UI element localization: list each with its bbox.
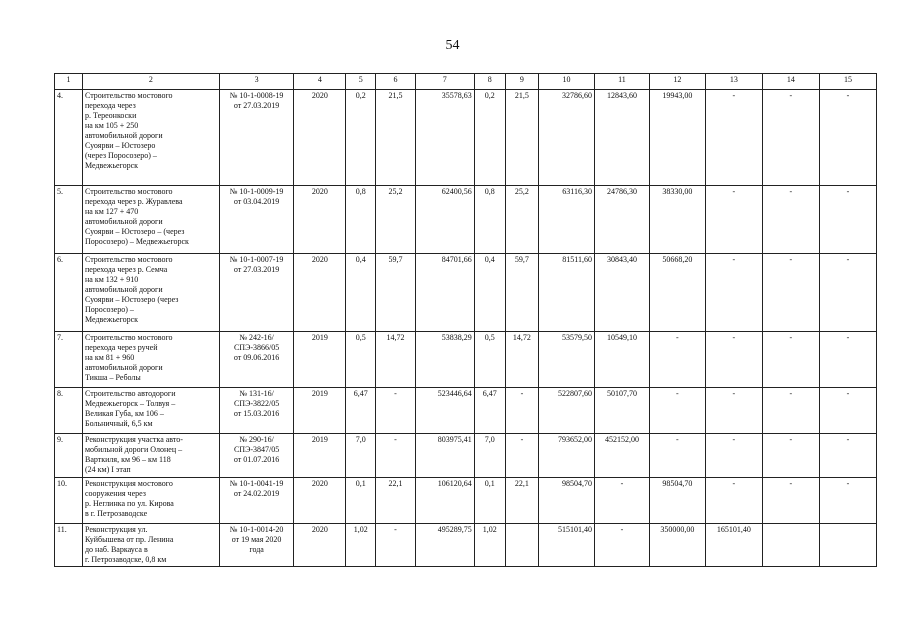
value-cell: - xyxy=(705,332,762,388)
value-cell: 793652,00 xyxy=(539,434,595,478)
value-cell: 81511,60 xyxy=(539,254,595,332)
value-cell: 62400,56 xyxy=(415,186,474,254)
value-cell xyxy=(762,524,819,567)
table-row xyxy=(55,524,877,567)
value-cell: 0,1 xyxy=(474,478,505,524)
document-cell: № 131-16/ СПЭ-3822/05 от 15.03.2016 xyxy=(219,388,294,434)
value-cell: 25,2 xyxy=(376,186,415,254)
column-header: 8 xyxy=(474,74,505,90)
value-cell: - xyxy=(705,478,762,524)
year-cell: 2019 xyxy=(294,434,346,478)
document-cell: № 290-16/ СПЭ-3847/05 от 01.07.2016 xyxy=(219,434,294,478)
value-cell: - xyxy=(376,524,415,567)
table-row xyxy=(55,478,877,524)
row-number-cell: 8. xyxy=(55,388,83,434)
year-cell: 2020 xyxy=(294,524,346,567)
value-cell: 0,8 xyxy=(346,186,376,254)
value-cell: 495289,75 xyxy=(415,524,474,567)
value-cell: - xyxy=(705,90,762,186)
value-cell: 50668,20 xyxy=(649,254,705,332)
table-row xyxy=(55,434,877,478)
value-cell: - xyxy=(762,332,819,388)
value-cell xyxy=(819,524,876,567)
document-cell: № 10-1-0007-19 от 27.03.2019 xyxy=(219,254,294,332)
table-row xyxy=(55,186,877,254)
value-cell: 98504,70 xyxy=(649,478,705,524)
object-name-cell: Строительство автодороги Медвежьегорск – Толвуя – Великая Губа, км 106 – Больничный, 6,5 км xyxy=(82,388,219,434)
value-cell: - xyxy=(819,434,876,478)
row-number-cell: 11. xyxy=(55,524,83,567)
table-row xyxy=(55,254,877,332)
value-cell: 35578,63 xyxy=(415,90,474,186)
value-cell: - xyxy=(705,186,762,254)
value-cell: - xyxy=(705,434,762,478)
value-cell: 0,5 xyxy=(474,332,505,388)
value-cell: - xyxy=(762,388,819,434)
column-header: 10 xyxy=(539,74,595,90)
column-header: 9 xyxy=(505,74,538,90)
value-cell: 50107,70 xyxy=(594,388,649,434)
table-header-row xyxy=(55,74,877,90)
value-cell: 1,02 xyxy=(346,524,376,567)
value-cell: 452152,00 xyxy=(594,434,649,478)
column-header: 12 xyxy=(649,74,705,90)
value-cell: - xyxy=(762,254,819,332)
value-cell: - xyxy=(376,388,415,434)
value-cell: 803975,41 xyxy=(415,434,474,478)
column-header: 11 xyxy=(594,74,649,90)
document-cell: № 10-1-0009-19 от 03.04.2019 xyxy=(219,186,294,254)
value-cell: 7,0 xyxy=(346,434,376,478)
value-cell: - xyxy=(705,254,762,332)
column-header: 5 xyxy=(346,74,376,90)
value-cell: 0,1 xyxy=(346,478,376,524)
value-cell: 0,2 xyxy=(474,90,505,186)
value-cell: - xyxy=(594,478,649,524)
value-cell: 0,8 xyxy=(474,186,505,254)
value-cell: - xyxy=(705,388,762,434)
row-number-cell: 6. xyxy=(55,254,83,332)
data-table xyxy=(54,73,877,567)
row-number-cell: 4. xyxy=(55,90,83,186)
value-cell: - xyxy=(649,388,705,434)
row-number-cell: 9. xyxy=(55,434,83,478)
value-cell: 30843,40 xyxy=(594,254,649,332)
row-number-cell: 10. xyxy=(55,478,83,524)
value-cell: - xyxy=(505,434,538,478)
object-name-cell: Реконструкция мостового сооружения через р. Неглинка по ул. Кирова в г. Петрозаводске xyxy=(82,478,219,524)
table-row xyxy=(55,90,877,186)
column-header: 2 xyxy=(82,74,219,90)
value-cell: 22,1 xyxy=(505,478,538,524)
document-cell: № 242-16/ СПЭ-3866/05 от 09.06.2016 xyxy=(219,332,294,388)
object-name-cell: Строительство мостового перехода через р. Семча на км 132 + 910 автомобильной дороги Суоярви – Юстозеро (через Поросозеро) – Медвежьегорск xyxy=(82,254,219,332)
page-number: 54 xyxy=(445,38,460,53)
value-cell: - xyxy=(762,434,819,478)
value-cell: 22,1 xyxy=(376,478,415,524)
value-cell: - xyxy=(819,90,876,186)
value-cell: 59,7 xyxy=(505,254,538,332)
value-cell: 12843,60 xyxy=(594,90,649,186)
year-cell: 2020 xyxy=(294,478,346,524)
value-cell: 6,47 xyxy=(474,388,505,434)
value-cell xyxy=(505,524,538,567)
value-cell: - xyxy=(505,388,538,434)
column-header: 14 xyxy=(762,74,819,90)
value-cell: 0,4 xyxy=(474,254,505,332)
value-cell: 7,0 xyxy=(474,434,505,478)
value-cell: 0,4 xyxy=(346,254,376,332)
column-header: 3 xyxy=(219,74,294,90)
value-cell: 165101,40 xyxy=(705,524,762,567)
column-header: 13 xyxy=(705,74,762,90)
value-cell: 14,72 xyxy=(505,332,538,388)
year-cell: 2020 xyxy=(294,186,346,254)
value-cell: - xyxy=(762,478,819,524)
value-cell: - xyxy=(819,478,876,524)
document-cell: № 10-1-0041-19 от 24.02.2019 xyxy=(219,478,294,524)
object-name-cell: Реконструкция ул. Куйбышева от пр. Ленина до наб. Варкауса в г. Петрозаводске, 0,8 км xyxy=(82,524,219,567)
value-cell: 21,5 xyxy=(376,90,415,186)
value-cell: 106120,64 xyxy=(415,478,474,524)
document-cell: № 10-1-0008-19 от 27.03.2019 xyxy=(219,90,294,186)
value-cell: 1,02 xyxy=(474,524,505,567)
value-cell: - xyxy=(649,434,705,478)
value-cell: 0,2 xyxy=(346,90,376,186)
object-name-cell: Строительство мостового перехода через р. Тереонкоски на км 105 + 250 автомобильной дороги Суоярви – Юстозеро (через Поросозеро) – Медвежьегорск xyxy=(82,90,219,186)
value-cell: - xyxy=(594,524,649,567)
value-cell: - xyxy=(819,388,876,434)
value-cell: 10549,10 xyxy=(594,332,649,388)
value-cell: 0,5 xyxy=(346,332,376,388)
value-cell: 14,72 xyxy=(376,332,415,388)
value-cell: - xyxy=(762,186,819,254)
document-cell: № 10-1-0014-20 от 19 мая 2020 года xyxy=(219,524,294,567)
year-cell: 2020 xyxy=(294,254,346,332)
value-cell: 19943,00 xyxy=(649,90,705,186)
value-cell: 98504,70 xyxy=(539,478,595,524)
column-header: 4 xyxy=(294,74,346,90)
value-cell: - xyxy=(376,434,415,478)
value-cell: 24786,30 xyxy=(594,186,649,254)
value-cell: - xyxy=(819,332,876,388)
value-cell: - xyxy=(649,332,705,388)
value-cell: 6,47 xyxy=(346,388,376,434)
year-cell: 2019 xyxy=(294,332,346,388)
table-row xyxy=(55,332,877,388)
column-header: 1 xyxy=(55,74,83,90)
value-cell: 63116,30 xyxy=(539,186,595,254)
value-cell: 59,7 xyxy=(376,254,415,332)
value-cell: - xyxy=(762,90,819,186)
value-cell: - xyxy=(819,254,876,332)
value-cell: 38330,00 xyxy=(649,186,705,254)
column-header: 7 xyxy=(415,74,474,90)
value-cell: 350000,00 xyxy=(649,524,705,567)
year-cell: 2019 xyxy=(294,388,346,434)
value-cell: - xyxy=(819,186,876,254)
object-name-cell: Реконструкция участка авто- мобильной дороги Олонец – Варткиля, км 96 – км 118 (24 км) I этап xyxy=(82,434,219,478)
column-header: 6 xyxy=(376,74,415,90)
year-cell: 2020 xyxy=(294,90,346,186)
row-number-cell: 5. xyxy=(55,186,83,254)
column-header: 15 xyxy=(819,74,876,90)
object-name-cell: Строительство мостового перехода через р. Журавлева на км 127 + 470 автомобильной дороги Суоярви – Юстозеро – (через Поросозеро) – Медвежьегорск xyxy=(82,186,219,254)
value-cell: 25,2 xyxy=(505,186,538,254)
value-cell: 522807,60 xyxy=(539,388,595,434)
value-cell: 523446,64 xyxy=(415,388,474,434)
table-row xyxy=(55,388,877,434)
value-cell: 32786,60 xyxy=(539,90,595,186)
row-number-cell: 7. xyxy=(55,332,83,388)
value-cell: 84701,66 xyxy=(415,254,474,332)
value-cell: 53838,29 xyxy=(415,332,474,388)
value-cell: 515101,40 xyxy=(539,524,595,567)
value-cell: 21,5 xyxy=(505,90,538,186)
object-name-cell: Строительство мостового перехода через ручей на км 81 + 960 автомобильной дороги Тикша – Реболы xyxy=(82,332,219,388)
value-cell: 53579,50 xyxy=(539,332,595,388)
